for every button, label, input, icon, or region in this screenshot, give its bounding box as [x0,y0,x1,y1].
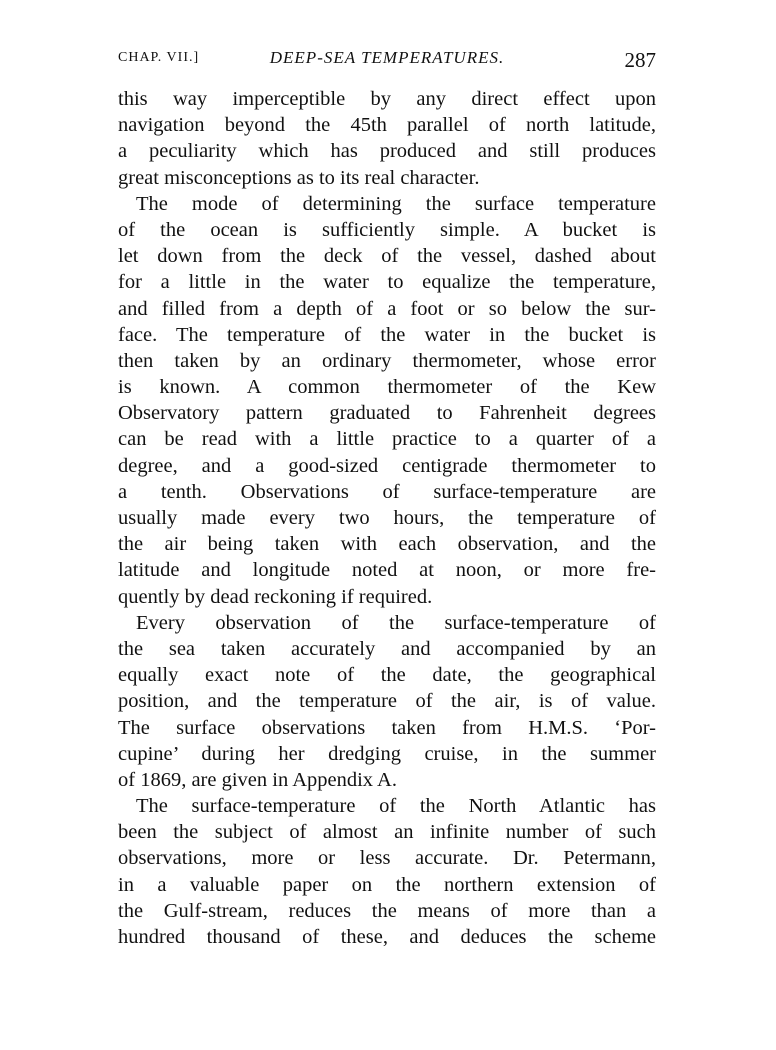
text-line: and filled from a depth of a foot or so below the sur- [118,297,656,320]
chapter-label: CHAP. VII.] [118,50,200,65]
paragraph-first-line: Every observation of the surface-temperature of [136,611,656,634]
text-line: is known. A common thermometer of the Kew [118,376,656,399]
text-line: the Gulf-stream, reduces the means of more than a [118,899,656,922]
text-line: of the ocean is sufficiently simple. A bucket is [118,218,656,241]
text-line: this way imperceptible by any direct effect upon [118,88,656,110]
running-head [118,48,656,74]
paragraph-first-line: The mode of determining the surface temperature [136,192,656,215]
text-line: for a little in the water to equalize the temperature, [118,271,656,294]
text-line: equally exact note of the date, the geographical [118,664,656,687]
text-line: a tenth. Observations of surface-temperature are [118,480,656,503]
text-line: can be read with a little practice to a quarter of a [118,428,656,451]
page-number: 287 [624,48,656,72]
paragraph-first-line: The surface-temperature of the North Atlantic has [136,795,656,818]
text-line: the air being taken with each observation, and the [118,533,656,556]
text-line: usually made every two hours, the temperature of [118,507,656,529]
text-line: a peculiarity which has produced and still produces [118,140,656,163]
text-line: hundred thousand of these, and deduces the scheme [118,926,656,948]
text-line: then taken by an ordinary thermometer, whose error [118,349,656,372]
text-line: observations, more or less accurate. Dr. Petermann, [118,847,656,870]
text-line: quently by dead reckoning if required. [118,585,433,608]
text-line: degree, and a good-sized centigrade thermometer to [118,454,656,477]
text-line: position, and the temperature of the air, is of value. [118,690,656,713]
text-line: navigation beyond the 45th parallel of north latitude, [118,114,656,137]
text-line: The surface observations taken from H.M.S. ‘Por- [118,716,656,739]
text-line: been the subject of almost an infinite number of such [118,821,656,844]
text-line: the sea taken accurately and accompanied by an [118,637,656,660]
text-line: face. The temperature of the water in the bucket is [118,323,656,346]
text-line: Observatory pattern graduated to Fahrenheit degrees [118,402,656,425]
text-line: of 1869, are given in Appendix A. [118,768,397,791]
text-line: cupine’ during her dredging cruise, in the summer [118,742,656,765]
text-line: latitude and longitude noted at noon, or more fre- [118,559,656,582]
running-title: DEEP-SEA TEMPERATURES. [269,48,505,67]
text-line: in a valuable paper on the northern extension of [118,873,656,896]
body-text [118,86,656,950]
text-line: let down from the deck of the vessel, dashed about [118,245,656,268]
text-line: great misconceptions as to its real character. [118,166,480,189]
